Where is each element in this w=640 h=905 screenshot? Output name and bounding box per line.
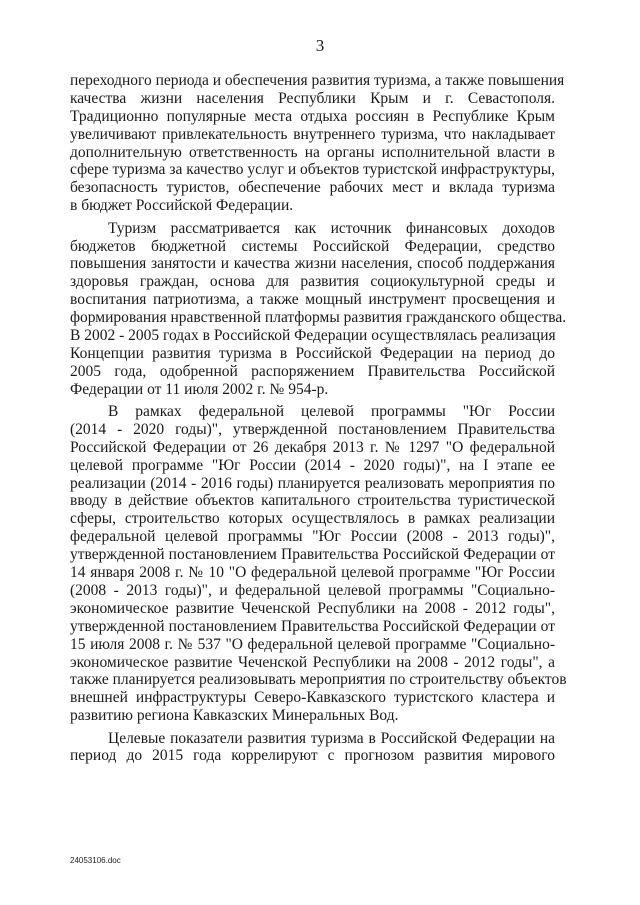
text-line: также планируется реализовывать мероприятия по строительству объектов: [70, 671, 567, 689]
text-line: 15 июля 2008 г. № 537 "О федеральной целевой программе "Социально-: [70, 635, 555, 653]
paragraph-2: [70, 219, 567, 399]
text-line: внешней инфраструктуры Северо-Кавказского туристского кластера и: [70, 689, 555, 707]
document-file-id: 24053106.doc: [70, 856, 121, 865]
text-line: безопасность туристов, обеспечение рабочих мест и вклада туризма: [70, 179, 555, 197]
text-line: в бюджет Российской Федерации.: [70, 197, 294, 215]
text-line: утвержденной постановлением Правительства Российской Федерации от: [70, 546, 555, 564]
text-line: Традиционно популярные места отдыха россиян в Республике Крым: [70, 107, 555, 125]
text-line: развитию региона Кавказских Минеральных Вод.: [70, 707, 399, 725]
text-line: переходного периода и обеспечения развития туризма, а также повышения: [70, 72, 565, 89]
text-line: качества жизни населения Республики Крым и г. Севастополя.: [70, 89, 555, 107]
text-line: воспитания патриотизма, а также мощный инструмент просвещения и: [70, 291, 555, 309]
text-line: 2005 года, одобренной распоряжением Правительства Российской: [70, 362, 555, 380]
text-line: утвержденной постановлением Правительства Российской Федерации от: [70, 617, 555, 635]
text-line: Российской Федерации от 26 декабря 2013 г. № 1297 "О федеральной: [70, 438, 555, 456]
page-number: 3: [315, 36, 325, 55]
text-line: Концепции развития туризма в Российской Федерации на период до: [70, 344, 555, 362]
text-line: целевой программе "Юг России (2014 - 2020 годы)", на I этапе ее: [70, 456, 555, 474]
paragraph-1: [70, 72, 565, 215]
text-line: увеличивают привлекательность внутреннего туризма, что накладывает: [70, 125, 555, 143]
text-line: экономическое развитие Чеченской Республики на 2008 - 2012 годы", а: [70, 653, 555, 671]
body-text: [70, 72, 567, 770]
text-line: экономическое развитие Чеченской Республики на 2008 - 2012 годы",: [70, 599, 555, 617]
text-line: вводу в действие объектов капитального строительства туристической: [70, 492, 555, 510]
text-line: формирования нравственной платформы развития гражданского общества.: [70, 309, 567, 327]
text-line: период до 2015 года коррелируют с прогнозом развития мирового: [70, 747, 555, 765]
text-line: реализации (2014 - 2016 годы) планируется реализовать мероприятия по: [70, 474, 555, 492]
text-line: Федерации от 11 июля 2002 г. № 954-р.: [70, 380, 329, 398]
text-line: В рамках федеральной целевой программы "Юг России: [108, 403, 555, 421]
text-line: (2014 - 2020 годы)", утвержденной постановлением Правительства: [70, 420, 555, 438]
text-line: 14 января 2008 г. № 10 "О федеральной целевой программе "Юг России: [70, 564, 555, 582]
paragraph-3: [70, 403, 567, 725]
paragraph-4: [70, 730, 555, 766]
text-line: федеральной целевой программы "Юг России (2008 - 2013 годы)",: [70, 528, 555, 546]
text-line: повышения занятости и качества жизни населения, способ поддержания: [70, 255, 555, 273]
text-line: (2008 - 2013 годы)", и федеральной целевой программы "Социально-: [70, 581, 555, 599]
text-line: здоровья граждан, основа для развития социокультурной среды и: [70, 273, 555, 291]
text-line: Целевые показатели развития туризма в Российской Федерации на: [108, 729, 555, 747]
text-line: В 2002 - 2005 годах в Российской Федерации осуществлялась реализация: [70, 326, 556, 344]
text-line: сферы, строительство которых осуществлялось в рамках реализации: [70, 510, 555, 528]
text-line: бюджетов бюджетной системы Российской Федерации, средство: [70, 237, 555, 255]
text-line: дополнительную ответственность на органы исполнительной власти в: [70, 143, 555, 161]
text-line: Туризм рассматривается как источник финансовых доходов: [108, 219, 555, 237]
text-line: сфере туризма за качество услуг и объектов туристской инфраструктуры,: [70, 161, 555, 179]
